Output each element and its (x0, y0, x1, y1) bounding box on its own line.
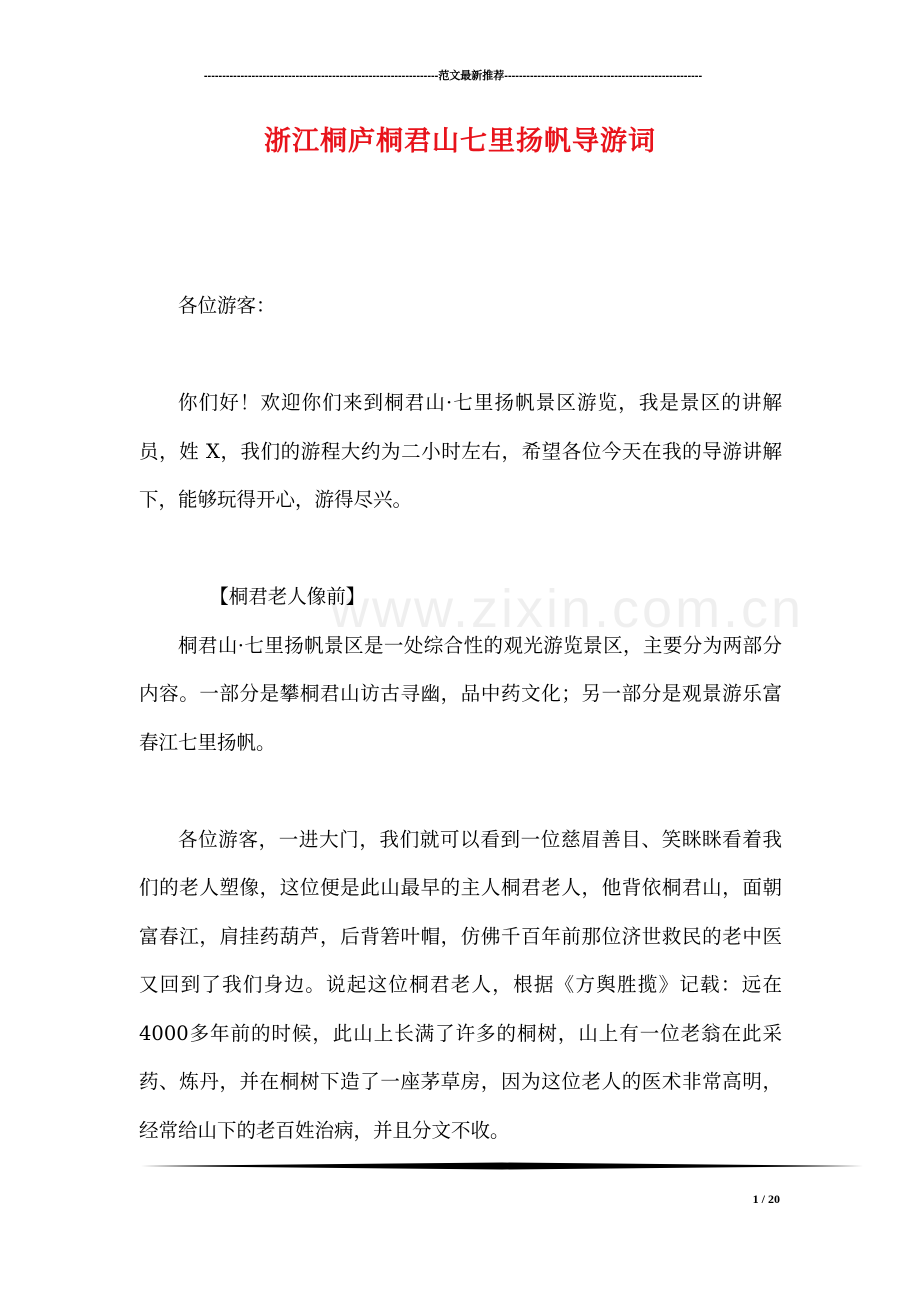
greeting-paragraph: 各位游客： (178, 294, 276, 317)
document-body (139, 282, 782, 1155)
section-heading: 【桐君老人像前】 (209, 585, 366, 608)
intro-paragraph: 桐君山·七里扬帆景区是一处综合性的观光游览景区，主要分为两部分内容。一部分是攀桐君山访古寻幽，品中药文化；另一部分是观景游乐富春江七里扬帆。 (139, 633, 782, 754)
paragraph-gap (139, 331, 782, 380)
watermark: www.zixin.com.cn (330, 579, 805, 639)
statue-paragraph: 各位游客，一进大门，我们就可以看到一位慈眉善目、笑眯眯看着我们的老人塑像，这位便是此山最早的主人桐君老人，他背依桐君山，面朝富春江，肩挂药葫芦，后背箬叶帽，仿佛千百年前那位济世救民的老中医又回到了我们身边。说起这位桐君老人，根据《方舆胜揽》记载：远在4000多年前的时候，此山上长满了许多的桐树，山上有一位老翁在此采药、炼丹，并在桐树下造了一座茅草房，因为这位老人的医术非常高明，经常给山下的老百姓治病，并且分文不收。 (139, 827, 782, 1142)
paragraph-gap (139, 525, 782, 574)
footer-rule (141, 1162, 863, 1170)
document-title: 浙江桐庐桐君山七里扬帆导游词 (264, 126, 656, 157)
welcome-paragraph: 你们好！欢迎你们来到桐君山·七里扬帆景区游览，我是景区的讲解员，姓 X，我们的游程大约为二小时左右，希望各位今天在我的导游讲解下，能够玩得开心，游得尽兴。 (139, 391, 782, 511)
paragraph-gap (139, 767, 782, 816)
page-header: ----------------------------------------------------------------范文最新推荐------------------------------------------------------ (203, 70, 703, 82)
page-number: 1 / 20 (752, 1192, 780, 1206)
